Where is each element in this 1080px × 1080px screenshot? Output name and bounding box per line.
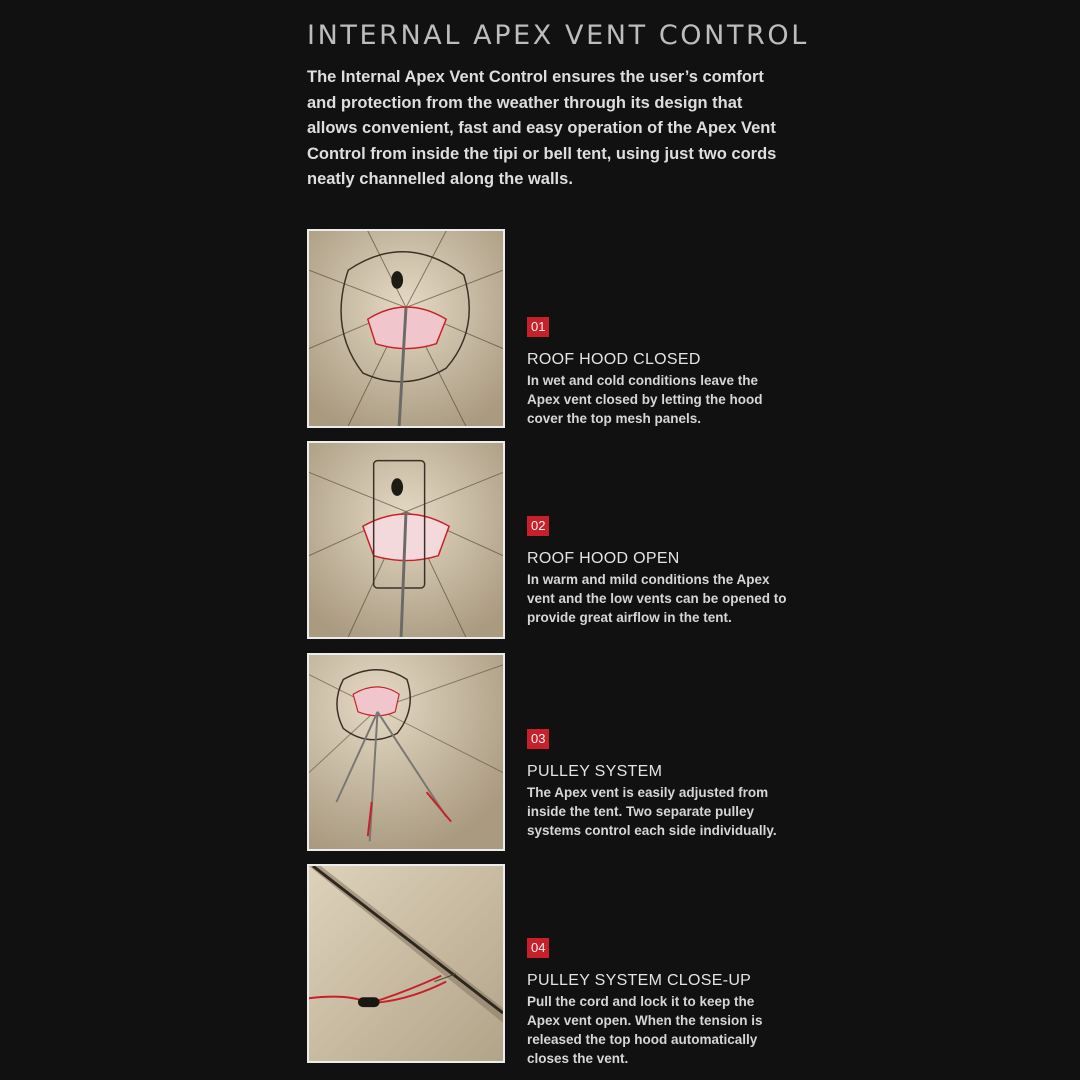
roof-hood-open-illustration bbox=[307, 441, 505, 639]
step-number-badge: 02 bbox=[527, 516, 549, 536]
step-description: Pull the cord and lock it to keep the Apex vent open. When the tension is released the top hood automatically closes the vent. bbox=[527, 994, 763, 1066]
step-heading: PULLEY SYSTEM bbox=[527, 763, 663, 780]
intro-paragraph: The Internal Apex Vent Control ensures the user’s comfort and protection from the weather through its design that allows convenient, fast and easy operation of the Apex Vent Control from inside the tipi or bell tent, using just two cords neatly channelled along the walls. bbox=[307, 68, 777, 188]
step-heading: ROOF HOOD CLOSED bbox=[527, 351, 701, 368]
step-number-badge: 04 bbox=[527, 938, 549, 958]
step-1 bbox=[527, 317, 787, 428]
step-number-badge: 03 bbox=[527, 729, 549, 749]
step-number-badge: 01 bbox=[527, 317, 549, 337]
step-2 bbox=[527, 516, 787, 627]
pulley-close-up-illustration bbox=[307, 864, 505, 1063]
step-heading: PULLEY SYSTEM CLOSE-UP bbox=[527, 972, 752, 989]
step-heading: ROOF HOOD OPEN bbox=[527, 550, 680, 567]
page-title: INTERNAL APEX VENT CONTROL bbox=[307, 20, 809, 51]
step-description: In warm and mild conditions the Apex vent and the low vents can be opened to provide great airflow in the tent. bbox=[527, 572, 787, 625]
step-description: The Apex vent is easily adjusted from inside the tent. Two separate pulley systems control each side individually. bbox=[527, 785, 777, 838]
pulley-system-illustration bbox=[307, 653, 505, 851]
roof-hood-closed-illustration bbox=[307, 229, 505, 428]
step-description: In wet and cold conditions leave the Apex vent closed by letting the hood cover the top mesh panels. bbox=[527, 373, 763, 426]
step-4 bbox=[527, 938, 787, 1068]
step-3 bbox=[527, 729, 787, 840]
